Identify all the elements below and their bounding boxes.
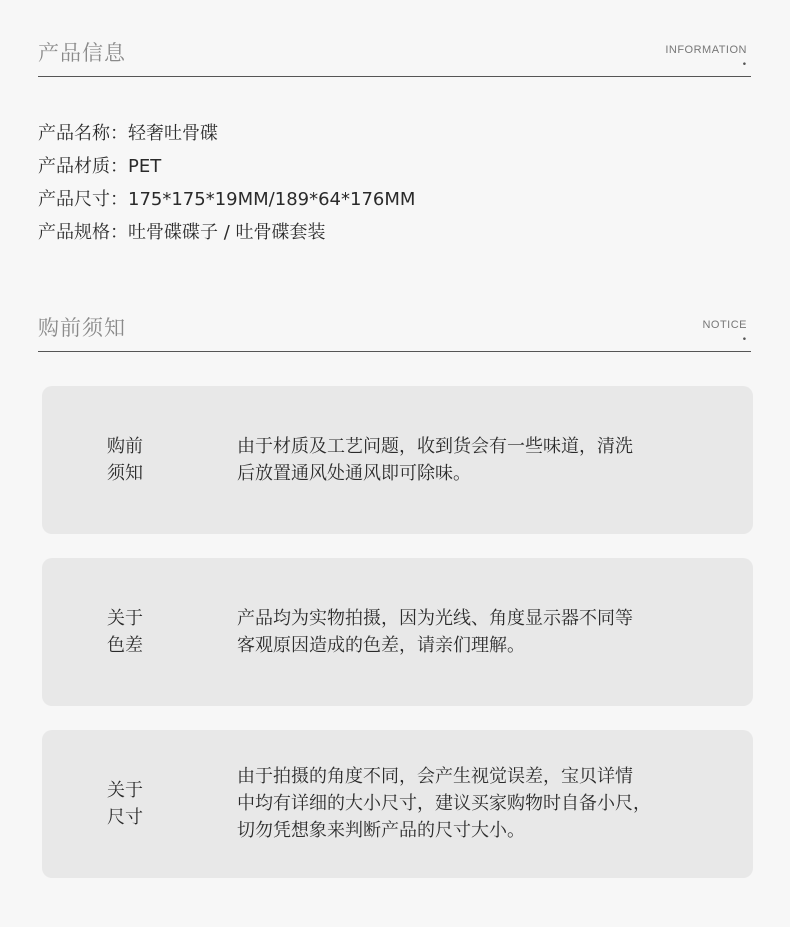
info-row-value: 175*175*19MM/189*64*176MM	[128, 189, 416, 210]
product-info-header	[38, 36, 751, 77]
notice-card-label-line: 色差	[107, 635, 143, 656]
notice-card-text-line: 客观原因造成的色差，请亲们理解。	[237, 635, 525, 656]
notice-card-label-line: 须知	[107, 463, 143, 484]
notice-card-label	[107, 433, 147, 487]
info-row-label: 产品名称：	[38, 123, 128, 144]
notice-card-label-line: 关于	[107, 608, 143, 629]
notice-card-size	[42, 730, 753, 878]
notice-card-label-line: 尺寸	[107, 807, 143, 828]
product-info-list	[38, 117, 415, 249]
notice-card-text-line: 产品均为实物拍摄，因为光线、角度显示器不同等	[237, 608, 633, 629]
notice-card-label	[107, 605, 147, 659]
info-row-material	[38, 150, 415, 183]
info-row-label: 产品规格：	[38, 222, 128, 243]
info-row-value: PET	[128, 156, 162, 177]
product-info-title: 产品信息	[38, 41, 126, 65]
notice-card-text-line: 中均有详细的大小尺寸，建议买家购物时自备小尺，	[237, 793, 651, 814]
info-row-spec	[38, 216, 415, 249]
notice-card-label-line: 购前	[107, 436, 143, 457]
info-row-label: 产品材质：	[38, 156, 128, 177]
notice-title: 购前须知	[38, 316, 126, 340]
notice-title-en: NOTICE	[702, 319, 747, 331]
product-info-title-en: INFORMATION	[665, 44, 747, 56]
info-row-label: 产品尺寸：	[38, 189, 128, 210]
info-row-name	[38, 117, 415, 150]
section-marker-dot: •	[741, 60, 747, 70]
notice-card-label	[107, 777, 147, 831]
notice-card-text-line: 切勿凭想象来判断产品的尺寸大小。	[237, 820, 525, 841]
info-row-value: 吐骨碟碟子 / 吐骨碟套装	[128, 222, 326, 243]
section-marker-dot: •	[741, 335, 747, 345]
notice-header	[38, 311, 751, 352]
notice-card-text	[237, 605, 687, 659]
notice-card-text	[237, 433, 687, 487]
notice-card-color	[42, 558, 753, 706]
info-row-size	[38, 183, 415, 216]
notice-card-text-line: 由于拍摄的角度不同，会产生视觉误差，宝贝详情	[237, 766, 633, 787]
notice-card-label-line: 关于	[107, 780, 143, 801]
info-row-value: 轻奢吐骨碟	[128, 123, 218, 144]
notice-card-text-line: 由于材质及工艺问题，收到货会有一些味道，清洗	[237, 436, 633, 457]
notice-card-purchase	[42, 386, 753, 534]
notice-card-text	[237, 763, 687, 844]
notice-card-text-line: 后放置通风处通风即可除味。	[237, 463, 471, 484]
